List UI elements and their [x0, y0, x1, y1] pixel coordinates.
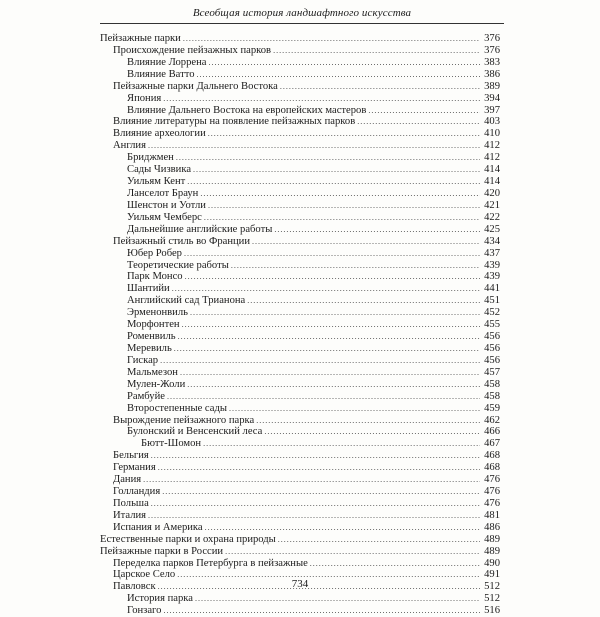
dot-leader [162, 486, 480, 498]
toc-entry-page: 476 [484, 497, 500, 509]
toc-entry-title: Влияние литературы на появление пейзажных парков [113, 116, 356, 128]
toc-entry [100, 140, 500, 152]
toc-entry [100, 57, 500, 69]
toc-entry [100, 522, 500, 534]
toc-entry-page: 489 [484, 533, 500, 545]
toc-entry-title: Шенстон и Уотли [127, 199, 206, 211]
toc-entry [100, 510, 500, 522]
toc-entry-title: Голландия [113, 486, 161, 498]
toc-entry [100, 474, 500, 486]
toc-entry-page: 467 [484, 438, 500, 450]
toc-entry [100, 248, 500, 260]
toc-entry-title: Пейзажные парки [100, 33, 181, 44]
toc-entry-title: Второстепенные сады [127, 402, 227, 414]
toc-entry-page: 516 [484, 605, 500, 617]
dot-leader [151, 498, 480, 510]
toc-entry-title: Гискар [127, 354, 159, 366]
toc-entry-title: Япония [127, 92, 162, 104]
toc-entry-title: Происхождение пейзажных парков [113, 44, 272, 56]
toc-entry-page: 403 [484, 116, 500, 128]
toc-entry-title: Шантийи [127, 283, 170, 295]
toc-entry-title: Теоретические работы [127, 259, 229, 271]
toc-entry-title: Италия [113, 509, 147, 521]
toc-entry-page: 386 [484, 68, 500, 80]
toc-entry [100, 295, 500, 307]
toc-entry-page: 437 [484, 247, 500, 259]
toc-entry-page: 425 [484, 223, 500, 235]
dot-leader [174, 343, 480, 355]
toc-entry-page: 456 [484, 342, 500, 354]
dot-leader [180, 367, 480, 379]
toc-entry-title: Мальмезон [127, 366, 178, 378]
toc-entry [100, 403, 500, 415]
dot-leader [256, 415, 480, 427]
toc-entry-page: 410 [484, 128, 500, 140]
toc-entry [100, 128, 500, 140]
toc-entry-title: Бютт-Шомон [141, 438, 202, 450]
dot-leader [148, 510, 480, 522]
toc-entry [100, 69, 500, 81]
toc-entry-page: 414 [484, 164, 500, 176]
toc-entry-page: 412 [484, 140, 500, 152]
toc-entry-title: Эрменонвиль [127, 307, 188, 319]
toc-entry [100, 188, 500, 200]
toc-entry-page: 458 [484, 378, 500, 390]
dot-leader [273, 45, 480, 57]
toc-entry-title: Пейзажные парки Дальнего Востока [113, 80, 278, 92]
toc-entry-title: Рамбуйе [127, 390, 165, 402]
dot-leader [200, 188, 480, 200]
toc-entry-page: 439 [484, 259, 500, 271]
dot-leader [195, 593, 480, 605]
toc-entry-title: Пейзажный стиль во Франции [113, 235, 251, 247]
dot-leader [163, 605, 480, 617]
dot-leader [185, 271, 480, 283]
page-number: 734 [291, 578, 309, 590]
toc-entry-page: 376 [484, 33, 500, 44]
toc-entry-page: 512 [484, 581, 500, 593]
toc-entry [100, 379, 500, 391]
toc-entry [100, 331, 500, 343]
dot-leader [205, 522, 480, 534]
toc-entry-page: 459 [484, 402, 500, 414]
running-header: Всеобщая история ландшафтного искусства [192, 7, 412, 19]
toc-entry-page: 456 [484, 354, 500, 366]
toc-entry-page: 512 [484, 593, 500, 605]
toc-entry [100, 462, 500, 474]
toc-entry-title: История парка [127, 593, 193, 605]
toc-entry-page: 383 [484, 56, 500, 68]
toc-entry [100, 486, 500, 498]
toc-entry-title: Английский сад Трианона [127, 295, 246, 307]
toc-entry [100, 200, 500, 212]
toc-entry-page: 468 [484, 450, 500, 462]
dot-leader [182, 319, 480, 331]
dot-leader [160, 355, 480, 367]
toc-entry [100, 260, 500, 272]
toc-entry-title: Влияние археологии [113, 128, 206, 140]
dot-leader [167, 391, 480, 403]
dot-leader [178, 331, 480, 343]
toc-entry [100, 319, 500, 331]
toc-entry [100, 343, 500, 355]
toc-entry [100, 438, 500, 450]
toc-entry-page: 456 [484, 331, 500, 343]
toc-entry-page: 486 [484, 521, 500, 533]
dot-leader [151, 450, 480, 462]
toc-entry-title: Парк Монсо [127, 271, 183, 283]
dot-leader [204, 212, 480, 224]
toc-entry-title: Дальнейшие английские работы [127, 223, 273, 235]
dot-leader [193, 164, 480, 176]
toc-entry [100, 164, 500, 176]
toc-entry-title: Естественные парки и охрана природы [100, 533, 276, 545]
toc-entry-title: Юбер Робер [127, 247, 182, 259]
toc-entry [100, 367, 500, 379]
toc-entry-page: 490 [484, 557, 500, 569]
header-rule [100, 23, 504, 24]
dot-leader [229, 403, 480, 415]
toc-entry [100, 45, 500, 57]
toc-entry [100, 152, 500, 164]
toc-entry-title: Гонзаго [127, 605, 162, 617]
toc-entry-page: 439 [484, 271, 500, 283]
dot-leader [208, 128, 480, 140]
dot-leader [208, 200, 480, 212]
toc-entry [100, 224, 500, 236]
dot-leader [197, 69, 481, 81]
toc-entry-title: Роменвиль [127, 331, 176, 343]
dot-leader [357, 116, 480, 128]
toc-entry-title: Влияние Дальнего Востока на европейских мастеров [127, 104, 367, 116]
table-of-contents [100, 33, 500, 617]
toc-entry-page: 414 [484, 176, 500, 188]
toc-entry [100, 558, 500, 570]
toc-entry [100, 307, 500, 319]
dot-leader [183, 33, 480, 45]
toc-entry [100, 93, 500, 105]
dot-leader [247, 295, 480, 307]
toc-entry-title: Бельгия [113, 450, 149, 462]
dot-leader [231, 260, 480, 272]
dot-leader [187, 176, 480, 188]
toc-entry-page: 457 [484, 366, 500, 378]
toc-entry-title: Влияние Ватто [127, 68, 195, 80]
toc-entry-page: 476 [484, 474, 500, 486]
toc-entry [100, 355, 500, 367]
toc-entry-page: 466 [484, 426, 500, 438]
toc-entry-title: Переделка парков Петербурга в пейзажные [113, 557, 308, 569]
dot-leader [203, 438, 480, 450]
toc-entry-title: Англия [113, 140, 146, 152]
toc-entry [100, 271, 500, 283]
toc-entry-title: Мулен-Жоли [127, 378, 186, 390]
toc-entry [100, 426, 500, 438]
toc-entry-title: Уильям Кент [127, 176, 186, 188]
toc-entry-title: Морфонтен [127, 319, 180, 331]
toc-entry-title: Уильям Чемберс [127, 211, 202, 223]
toc-entry-title: Павловск [113, 581, 156, 593]
toc-entry-page: 434 [484, 235, 500, 247]
toc-entry-page: 468 [484, 462, 500, 474]
toc-entry-title: Вырождение пейзажного парка [113, 414, 255, 426]
toc-entry-title: Меревиль [127, 342, 172, 354]
dot-leader [172, 283, 480, 295]
toc-entry-page: 462 [484, 414, 500, 426]
toc-entry-title: Испания и Америка [113, 521, 203, 533]
toc-entry-page: 451 [484, 295, 500, 307]
toc-entry [100, 391, 500, 403]
toc-entry-page: 455 [484, 319, 500, 331]
dot-leader [264, 426, 480, 438]
toc-entry-page: 441 [484, 283, 500, 295]
toc-entry [100, 105, 500, 117]
toc-entry-title: Польша [113, 497, 149, 509]
toc-entry [100, 116, 500, 128]
toc-entry-page: 394 [484, 92, 500, 104]
toc-entry-title: Сады Чизвика [127, 164, 192, 176]
toc-entry-title: Царское Село [113, 569, 176, 581]
dot-leader [225, 546, 480, 558]
dot-leader [163, 93, 480, 105]
toc-entry [100, 283, 500, 295]
dot-leader [184, 248, 480, 260]
toc-entry-title: Дания [113, 474, 142, 486]
toc-entry-title: Влияние Лоррена [127, 56, 207, 68]
toc-entry [100, 605, 500, 617]
dot-leader [368, 105, 480, 117]
dot-leader [274, 224, 480, 236]
dot-leader [143, 474, 480, 486]
toc-entry [100, 415, 500, 427]
dot-leader [208, 57, 480, 69]
dot-leader [176, 152, 480, 164]
dot-leader [310, 558, 480, 570]
toc-entry-title: Бриджмен [127, 152, 174, 164]
toc-entry-title: Германия [113, 462, 156, 474]
toc-entry [100, 212, 500, 224]
toc-entry-page: 491 [484, 569, 500, 581]
dot-leader [278, 534, 480, 546]
toc-entry [100, 534, 500, 546]
toc-entry [100, 236, 500, 248]
toc-entry-page: 476 [484, 486, 500, 498]
dot-leader [187, 379, 480, 391]
dot-leader [148, 140, 480, 152]
toc-entry [100, 546, 500, 558]
toc-entry-page: 412 [484, 152, 500, 164]
dot-leader [280, 81, 480, 93]
toc-entry-page: 421 [484, 199, 500, 211]
toc-entry [100, 176, 500, 188]
toc-entry-page: 389 [484, 80, 500, 92]
toc-entry-page: 458 [484, 390, 500, 402]
toc-entry-page: 489 [484, 545, 500, 557]
toc-entry-page: 422 [484, 211, 500, 223]
toc-entry-page: 376 [484, 44, 500, 56]
dot-leader [252, 236, 480, 248]
toc-entry-title: Булонский и Венсенский леса [127, 426, 263, 438]
dot-leader [158, 462, 480, 474]
dot-leader [190, 307, 480, 319]
toc-entry [100, 593, 500, 605]
toc-entry-page: 481 [484, 509, 500, 521]
toc-entry [100, 498, 500, 510]
toc-entry-page: 397 [484, 104, 500, 116]
toc-entry [100, 81, 500, 93]
toc-entry-page: 420 [484, 187, 500, 199]
toc-entry [100, 33, 500, 45]
toc-entry [100, 450, 500, 462]
toc-entry-title: Пейзажные парки в России [100, 545, 224, 557]
toc-entry-page: 452 [484, 307, 500, 319]
toc-entry-title: Ланселот Браун [127, 187, 199, 199]
